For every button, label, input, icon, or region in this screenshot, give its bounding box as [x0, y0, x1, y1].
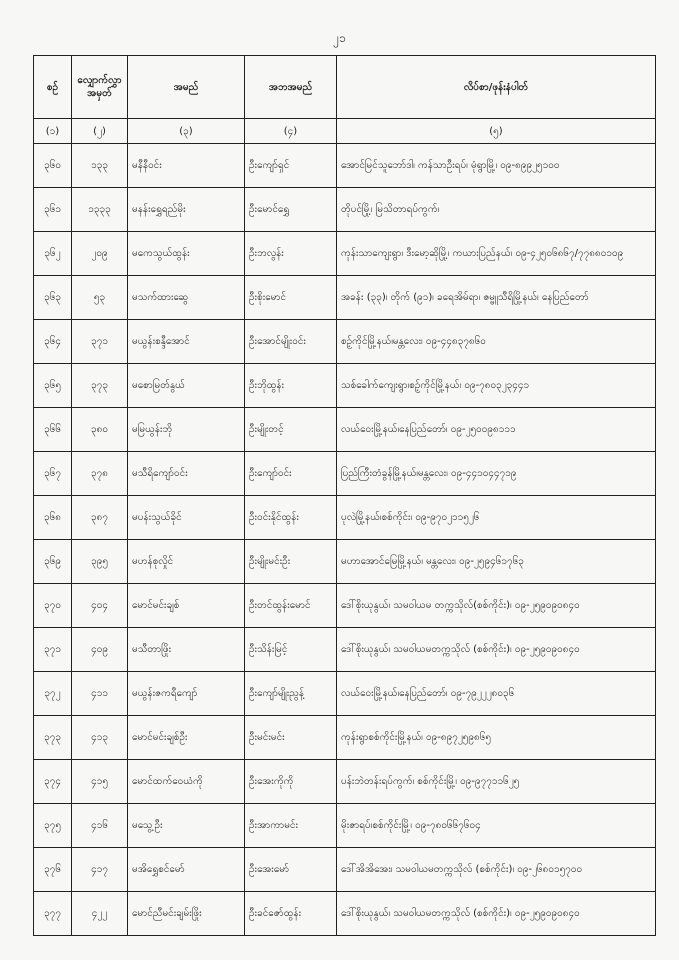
table-row — [34, 804, 656, 848]
cell-serial: ၃၇၂ — [34, 672, 72, 716]
cell-serial: ၃၆၂ — [34, 232, 72, 276]
cell-father-name: ဦးအေးမော် — [245, 848, 337, 892]
cell-name: မဟန်စုလှိုင် — [128, 540, 245, 584]
header-address-phone: လိပ်စာ/ဖုန်းနံပါတ် — [337, 56, 656, 119]
cell-father-name: ဦးကျော်ရှင် — [245, 144, 337, 188]
cell-name: မောင်မင်းချစ်ဦး — [128, 716, 245, 760]
cell-address-phone: လယ်ဝေးမြို့နယ်၊နေပြည်တော်၊ ၀၉-၇၉၂၂၂၈၀၃၆ — [337, 672, 656, 716]
cell-serial: ၃၆၃ — [34, 276, 72, 320]
cell-application-no: ၄၁၅ — [72, 760, 128, 804]
cell-address-phone: ဒေါ်အိအိအေး၊ သမဝါယမတက္ကသိုလ် (စစ်ကိုင်း)၊ ၀၉-၂၆၈၀၁၅၇၀၀ — [337, 848, 656, 892]
cell-address-phone: စဥ့်ကိုင်မြို့နယ်၊မန္တလေး၊ ၀၉-၄၄၈၃၇၈၆၀ — [337, 320, 656, 364]
table-row — [34, 232, 656, 276]
cell-serial: ၃၆၈ — [34, 496, 72, 540]
header-name: အမည် — [128, 56, 245, 119]
cell-father-name: ဦးကျော်ဝင်း — [245, 452, 337, 496]
cell-serial: ၃၇၄ — [34, 760, 72, 804]
cell-serial: ၃၆၄ — [34, 320, 72, 364]
table-row — [34, 276, 656, 320]
cell-address-phone: တိုပင်မြို့၊ မြသိတာရပ်ကွက်၊ — [337, 188, 656, 232]
cell-application-no: ၁၃၃၃ — [72, 188, 128, 232]
cell-application-no: ၄၁၁ — [72, 672, 128, 716]
cell-name: မောင်ထက်ဝေယံကို — [128, 760, 245, 804]
cell-name: မစောမြတ်နွယ် — [128, 364, 245, 408]
index-cell: (၁) — [34, 119, 72, 144]
cell-address-phone: ကုန်းရွာစစ်ကိုင်းမြို့နယ်၊ ၀၉-၈၉၇၂၅၉၈၆၅ — [337, 716, 656, 760]
cell-application-no: ၄၁၇ — [72, 848, 128, 892]
cell-father-name: ဦးမင်းမင်း — [245, 716, 337, 760]
index-cell: (၄) — [245, 119, 337, 144]
cell-address-phone: အခန်း (၃၃)၊ တိုက် (၉၁)၊ ခရေအိမ်ရာ၊ ဇမ္ဗူသီရိမြို့နယ်၊ နေပြည်တော် — [337, 276, 656, 320]
cell-address-phone: လယ်ဝေးမြို့နယ်၊နေပြည်တော်၊ ၀၉-၂၅၀၀၉၈၁၁၁ — [337, 408, 656, 452]
table-row — [34, 452, 656, 496]
cell-address-phone: ကုန်းသာကျေးရွာ၊ ဒီးမော့ဆိုမြို့၊ ကယားပြည်နယ်၊ ၀၉-၄၂၅၀၆၈၆၇/၇၇၈၈၀၁၀၉ — [337, 232, 656, 276]
cell-serial: ၃၇၆ — [34, 848, 72, 892]
table-row — [34, 716, 656, 760]
cell-father-name: ဦးခင်ဇော်ထွန်း — [245, 892, 337, 936]
cell-father-name: ဦးအောင်မျိုးဝင်း — [245, 320, 337, 364]
cell-address-phone: ပြည်ကြီးတံခွန်မြို့နယ်၊မန္တလေး၊ ၀၉-၄၄၁၀၄၄၇၁၉ — [337, 452, 656, 496]
cell-serial: ၃၆၀ — [34, 144, 72, 188]
cell-address-phone: သစ်ခေါက်ကျေးရွာ၊စဥ့်ကိုင်မြို့နယ်၊ ၀၉-၇၈၀၃၂၃၄၄၁ — [337, 364, 656, 408]
cell-father-name: ဦးကျော်မျိုးညွန့် — [245, 672, 337, 716]
cell-father-name: ဦးတင်ထွန်းမောင် — [245, 584, 337, 628]
cell-application-no: ၅၃ — [72, 276, 128, 320]
cell-father-name: ဦးအေးကိုကို — [245, 760, 337, 804]
cell-serial: ၃၇၇ — [34, 892, 72, 936]
cell-application-no: ၃၉၅ — [72, 540, 128, 584]
index-cell: (၅) — [337, 119, 656, 144]
table-row — [34, 848, 656, 892]
cell-application-no: ၂၀၉ — [72, 232, 128, 276]
table-row — [34, 892, 656, 936]
table-index-row — [34, 119, 656, 144]
cell-address-phone: ဒေါ်စိုးယုနွယ်၊ သမဝါယမ တက္ကသိုလ်(စစ်ကိုင်း)၊ ၀၉-၂၅၉၀၉၀၈၄၀ — [337, 584, 656, 628]
cell-application-no: ၃၇၃ — [72, 364, 128, 408]
cell-application-no: ၃၈၀ — [72, 408, 128, 452]
header-serial: စဥ် — [34, 56, 72, 119]
cell-address-phone: ဒေါ်စိုးယုနွယ်၊ သမဝါယမတက္ကသိုလ် (စစ်ကိုင်း)၊ ၀၉-၂၅၉၀၉၀၈၄၀ — [337, 628, 656, 672]
cell-name: မကေသွယ်ထွန်း — [128, 232, 245, 276]
cell-name: မသက်ထားဆွေ — [128, 276, 245, 320]
table-row — [34, 320, 656, 364]
cell-serial: ၃၇၅ — [34, 804, 72, 848]
applicant-table — [33, 55, 656, 936]
cell-address-phone: မဟာအောင်မြေမြို့နယ်၊ မန္တလေး၊ ၀၉-၂၅၉၄၆၁၇၆၃ — [337, 540, 656, 584]
cell-name: မယွန်းဇကရီကျော် — [128, 672, 245, 716]
cell-address-phone: ပန်းဘဲတန်းရပ်ကွက်၊ စစ်ကိုင်းမြို့၊ ၀၉-၉၇၇၁၁၆၂၅ — [337, 760, 656, 804]
cell-address-phone: ဒေါ်စိုးယုနွယ်၊ သမဝါယမတက္ကသိုလ် (စစ်ကိုင်း)၊ ၀၉-၂၅၉၀၉၀၈၄၀ — [337, 892, 656, 936]
header-application-no: လျှောက်လွှာ အမှတ် — [72, 56, 128, 119]
table-row — [34, 672, 656, 716]
index-cell: (၂) — [72, 119, 128, 144]
cell-name: မယွန်းစန္ဒီအောင် — [128, 320, 245, 364]
table-row — [34, 188, 656, 232]
cell-serial: ၃၆၇ — [34, 452, 72, 496]
cell-father-name: ဦးစိုးမောင် — [245, 276, 337, 320]
table-row — [34, 496, 656, 540]
cell-father-name: ဦးအာကာမင်း — [245, 804, 337, 848]
cell-name: မမြယွန်းဘို — [128, 408, 245, 452]
cell-application-no: ၄၁၃ — [72, 716, 128, 760]
header-father-name: အဘအမည် — [245, 56, 337, 119]
cell-application-no: ၃၇၈ — [72, 452, 128, 496]
cell-father-name: ဦးမောင်ရွှေ — [245, 188, 337, 232]
cell-name: မသွေ့ဦး — [128, 804, 245, 848]
cell-application-no: ၃၇၁ — [72, 320, 128, 364]
cell-name: မနန်းရွှေရည်မိုး — [128, 188, 245, 232]
table-row — [34, 760, 656, 804]
cell-father-name: ဦးဝင်းနိုင်ထွန်း — [245, 496, 337, 540]
cell-name: မောင်မင်းချစ် — [128, 584, 245, 628]
table-row — [34, 540, 656, 584]
cell-address-phone: အောင်မြင်သူဘော်ဒါ၊ ကန်သာဦးရပ်၊ မုံရွာမြို့၊ ၀၉-၈၉၉၂၅၁၀၀ — [337, 144, 656, 188]
cell-serial: ၃၆၅ — [34, 364, 72, 408]
cell-application-no: ၄၀၉ — [72, 628, 128, 672]
cell-father-name: ဦးဘိုထွန်း — [245, 364, 337, 408]
cell-name: မနီနီဝင်း — [128, 144, 245, 188]
cell-application-no: ၄၂၂ — [72, 892, 128, 936]
cell-application-no: ၃၈၇ — [72, 496, 128, 540]
cell-father-name: ဦးမျိုးတင့် — [245, 408, 337, 452]
page-number: ၂၁ — [333, 31, 346, 45]
cell-serial: ၃၆၉ — [34, 540, 72, 584]
cell-father-name: ဦးသိန်းမြင့် — [245, 628, 337, 672]
cell-address-phone: မိုးဇာရပ်၊စစ်ကိုင်းမြို့၊ ၀၉-၇၈၀၆၆၇၆၀၄ — [337, 804, 656, 848]
table-row — [34, 408, 656, 452]
cell-serial: ၃၇၀ — [34, 584, 72, 628]
cell-name: မအိရွှေစင်မော် — [128, 848, 245, 892]
table-body — [34, 144, 656, 936]
cell-serial: ၃၆၁ — [34, 188, 72, 232]
cell-application-no: ၄၁၆ — [72, 804, 128, 848]
cell-name: မပန်းသွယ်ခိုင် — [128, 496, 245, 540]
index-cell: (၃) — [128, 119, 245, 144]
table-header-row — [34, 56, 656, 119]
cell-name: မသီရိကျော်ဝင်း — [128, 452, 245, 496]
cell-father-name: ဦးမျိုးမင်းဦး — [245, 540, 337, 584]
cell-application-no: ၁၃၃ — [72, 144, 128, 188]
cell-application-no: ၄၀၄ — [72, 584, 128, 628]
cell-serial: ၃၆၆ — [34, 408, 72, 452]
cell-father-name: ဦးဘလွန်း — [245, 232, 337, 276]
cell-name: မသီတာဖြိုး — [128, 628, 245, 672]
table-row — [34, 584, 656, 628]
table-row — [34, 144, 656, 188]
table-row — [34, 628, 656, 672]
cell-address-phone: ပုလဲမြို့နယ်၊စစ်ကိုင်း၊ ၀၉-၉၇၀၂၁၁၅၂၆ — [337, 496, 656, 540]
cell-serial: ၃၇၁ — [34, 628, 72, 672]
cell-serial: ၃၇၃ — [34, 716, 72, 760]
table-row — [34, 364, 656, 408]
cell-name: မောင်ညီမင်းချမ်းဖြိုး — [128, 892, 245, 936]
